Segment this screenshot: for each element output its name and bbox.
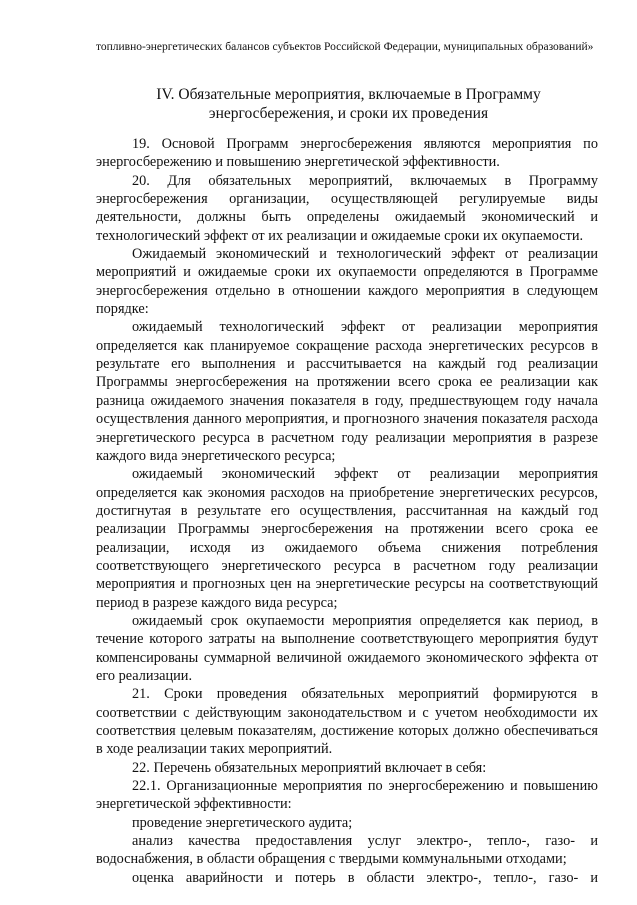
paragraph: 22.1. Организационные мероприятия по энергосбережению и повышению энергетической эффективности: <box>96 778 598 813</box>
paragraph: проведение энергетического аудита; <box>132 814 353 831</box>
paragraph: 21. Сроки проведения обязательных мероприятий формируются в соответствии с действующим законодательством и с учетом необходимости их соответствия целевым показателям, достижение которых должно обеспечиваться в ходе реализации таких мероприятий. <box>96 686 598 758</box>
paragraph: анализ качества предоставления услуг электро-, тепло-, газо- и водоснабжения, в области обращения с твердыми коммунальными отходами; <box>96 833 598 868</box>
header-fragment: топливно-энергетических балансов субъектов Российской Федерации, муниципальных образований» <box>96 41 594 53</box>
paragraph: ожидаемый технологический эффект от реализации мероприятия определяется как планируемое сокращение расхода энергетических ресурсов в результате его выполнения и рассчитывается на каждый год реализации Программы энергосбережения на протяжении всего срока ее реализации как разница ожидаемого значения показателя в году, предшествующем году начала осуществления данного мероприятия, и прогнозного значения показателя расхода энергетического ресурса в расчетном году реализации мероприятия в разрезе каждого вида энергетического ресурса; <box>96 319 598 464</box>
paragraph: Ожидаемый экономический и технологический эффект от реализации мероприятий и ожидаемые сроки их окупаемости определяются в Программе энергосбережения отдельно в отношении каждого мероприятия в следующем порядке: <box>96 246 598 318</box>
paragraph: 19. Основой Программ энергосбережения являются мероприятия по энергосбережению и повышению энергетической эффективности. <box>96 136 598 171</box>
paragraph: оценка аварийности и потерь в области электро-, тепло-, газо- и <box>132 869 598 886</box>
paragraph: ожидаемый экономический эффект от реализации мероприятия определяется как экономия расходов на приобретение энергетических ресурсов, достигнутая в результате его осуществления, рассчитанная на каждый год реализации Программы энергосбережения на протяжении всего срока ее реализации, исходя из ожидаемого объема снижения потребления соответствующего энергетического ресурса в расчетном году реализации мероприятия и прогнозных цен на энергетические ресурсы на соответствующий период в разрезе каждого вида ресурса; <box>96 466 598 611</box>
section-title: IV. Обязательные мероприятия, включаемые в Программу энергосбережения, и сроки их проведения <box>156 86 541 122</box>
document-body <box>96 135 598 887</box>
paragraph: 22. Перечень обязательных мероприятий включает в себя: <box>132 759 487 776</box>
paragraph: 20. Для обязательных мероприятий, включаемых в Программу энергосбережения организации, осуществляющей регулируемые виды деятельности, должны быть определены ожидаемый экономический и технологический эффект от их реализации и ожидаемые сроки их окупаемости. <box>96 172 598 244</box>
paragraph: ожидаемый срок окупаемости мероприятия определяется как период, в течение которого затраты на выполнение соответствующего мероприятия будут компенсированы суммарной величиной ожидаемого экономического эффекта от его реализации. <box>96 612 598 684</box>
